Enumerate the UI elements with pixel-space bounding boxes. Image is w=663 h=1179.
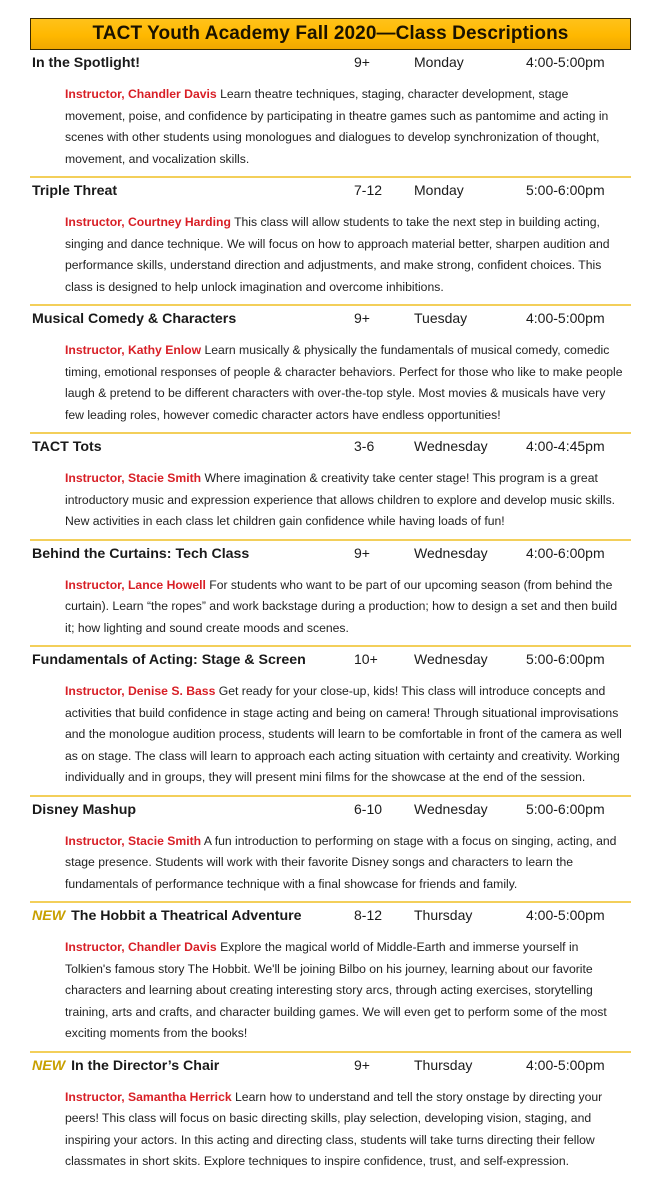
class-header xyxy=(30,647,631,676)
class-description: Where imagination & creativity take center stage! This program is a great introductory music and expression experience that allows children to explore and develop music skills. New activities in each class let children gain confidence while having loads of fun! xyxy=(65,471,616,528)
class-header xyxy=(30,903,631,932)
class-title-cell xyxy=(30,652,354,668)
class-title: Musical Comedy & Characters xyxy=(32,311,237,327)
class-age: 9+ xyxy=(354,1056,370,1073)
class-entry xyxy=(30,647,631,797)
instructor-name: Instructor, Denise S. Bass xyxy=(65,684,216,698)
class-description: Get ready for your close-up, kids! This class will introduce concepts and activities that build confidence in stage acting and being on camera! Through situational improvisations and the monologue audition process, students will learn to be comfortable in front of the camera as well as on stage. The class will learn to approach each acting situation with certainty and creativity. Working individually and in groups, they will present mini films for the showcase at the end of the session. xyxy=(65,684,622,784)
class-time: 4:00-5:00pm xyxy=(526,310,605,326)
class-description-block xyxy=(65,937,627,1045)
class-title: In the Director’s Chair xyxy=(71,1057,220,1074)
class-day: Wednesday xyxy=(414,800,488,817)
instructor-name: Instructor, Lance Howell xyxy=(65,577,206,592)
class-entry xyxy=(30,50,631,178)
instructor-name: Instructor, Kathy Enlow xyxy=(65,343,202,357)
class-time: 4:00-5:00pm xyxy=(526,1056,605,1073)
class-time: 5:00-6:00pm xyxy=(526,651,605,667)
new-badge: NEW xyxy=(32,908,66,924)
class-title-cell xyxy=(30,1058,354,1074)
class-title: The Hobbit a Theatrical Adventure xyxy=(71,908,302,924)
instructor-name: Instructor, Chandler Davis xyxy=(65,940,217,954)
class-time: 4:00-4:45pm xyxy=(526,438,605,454)
class-title-cell xyxy=(30,439,354,455)
class-age: 9+ xyxy=(354,310,370,326)
class-age: 6-10 xyxy=(354,800,383,817)
page-title: TACT Youth Academy Fall 2020—Class Descriptions xyxy=(92,23,569,44)
class-day: Thursday xyxy=(414,907,473,923)
class-description: Learn how to understand and tell the story onstage by directing your peers! This class will focus on basic directing skills, play selection, developing vision, staging, and inspiring your actors. In this acting and directing class, students will take turns directing their fellow classmates in short skits. Explore techniques to inspire confidence, trust, and self-expression. xyxy=(65,1089,603,1168)
class-entry xyxy=(30,903,631,1053)
title-banner xyxy=(30,18,631,50)
class-header xyxy=(30,797,631,826)
class-title: Disney Mashup xyxy=(32,801,137,818)
class-age: 8-12 xyxy=(354,907,383,923)
class-day: Tuesday xyxy=(414,310,468,326)
class-descriptions-page xyxy=(30,18,631,1179)
class-day: Wednesday xyxy=(414,651,488,667)
class-description: Learn musically & physically the fundamentals of musical comedy, comedic timing, emotional responses of people & character behaviors. Perfect for those who like to make people laugh & pretend to be different characters with over-the-top style. Most movies & musicals have very few leading roles, however comedic character actors have endless opportunities! xyxy=(65,343,623,422)
class-day: Thursday xyxy=(414,1056,473,1073)
class-entry xyxy=(30,434,631,541)
class-age: 7-12 xyxy=(354,182,383,198)
class-description-block xyxy=(65,84,627,170)
class-entry xyxy=(30,541,631,648)
class-age: 10+ xyxy=(354,651,378,667)
class-list xyxy=(30,50,631,1179)
class-title-cell xyxy=(30,908,354,924)
class-title: Behind the Curtains: Tech Class xyxy=(32,545,250,562)
class-header xyxy=(30,541,631,570)
class-day: Monday xyxy=(414,182,464,198)
class-entry xyxy=(30,306,631,434)
instructor-name: Instructor, Chandler Davis xyxy=(65,87,217,101)
class-header xyxy=(30,50,631,79)
class-description-block xyxy=(65,575,627,640)
class-header xyxy=(30,306,631,335)
instructor-name: Instructor, Stacie Smith xyxy=(65,833,202,848)
class-time: 4:00-5:00pm xyxy=(526,54,605,70)
class-description-block xyxy=(65,831,627,896)
class-entry xyxy=(30,178,631,306)
instructor-name: Instructor, Stacie Smith xyxy=(65,471,202,485)
class-description: A fun introduction to performing on stage with a focus on singing, acting, and stage presence. Students will work with their favorite Disney songs and characters to learn the fundamentals of performance technique with a final showcase for friends and family. xyxy=(65,833,617,891)
class-title-cell xyxy=(30,183,354,199)
class-description-block xyxy=(65,1087,627,1173)
class-time: 5:00-6:00pm xyxy=(526,800,605,817)
class-entry xyxy=(30,1053,631,1179)
class-description-block xyxy=(65,212,627,298)
class-age: 3-6 xyxy=(354,438,375,454)
class-title: Fundamentals of Acting: Stage & Screen xyxy=(32,652,306,668)
class-description: For students who want to be part of our upcoming season (from behind the curtain). Learn “the ropes” and work backstage during a production; how to design a set and then build it; how lighting and sound create moods and scenes. xyxy=(65,577,618,635)
class-title-cell xyxy=(30,546,354,562)
class-title-cell xyxy=(30,55,354,71)
class-description-block xyxy=(65,681,627,789)
class-entry xyxy=(30,797,631,904)
class-time: 4:00-5:00pm xyxy=(526,907,605,923)
class-description: Explore the magical world of Middle-Earth and immerse yourself in Tolkien's famous story The Hobbit. We'll be joining Bilbo on his journey, learning about our favorite characters and learning about creating interesting story arcs, through acting exercises, storytelling training, arts and crafts, and character building games. We will even get to perform some of the most exciting moments from the books! xyxy=(65,940,607,1040)
new-badge: NEW xyxy=(32,1057,66,1074)
class-description: This class will allow students to take the next step in building acting, singing and dance technique. We will focus on how to approach material better, sharpen audition and performance skills, understand direction and adjustments, and make strong, confident choices. This class is designed to help unlock imagination and overcome inhibitions. xyxy=(65,215,610,294)
class-title: TACT Tots xyxy=(32,439,102,455)
class-age: 9+ xyxy=(354,544,370,561)
instructor-name: Instructor, Samantha Herrick xyxy=(65,1089,232,1104)
class-header xyxy=(30,1053,631,1082)
class-age: 9+ xyxy=(354,54,370,70)
class-title-cell xyxy=(30,311,354,327)
class-day: Monday xyxy=(414,54,464,70)
class-day: Wednesday xyxy=(414,438,488,454)
class-header xyxy=(30,178,631,207)
class-description: Learn theatre techniques, staging, character development, stage movement, poise, and confidence by participating in theatre games such as pantomime and acting in scenes with other students using monologues and dialogues to develop synchronization of thought, movement, and vocalization skills. xyxy=(65,87,609,166)
class-description-block xyxy=(65,340,627,426)
class-time: 5:00-6:00pm xyxy=(526,182,605,198)
class-title: In the Spotlight! xyxy=(32,55,140,71)
class-header xyxy=(30,434,631,463)
class-time: 4:00-6:00pm xyxy=(526,544,605,561)
instructor-name: Instructor, Courtney Harding xyxy=(65,215,231,229)
class-title: Triple Threat xyxy=(32,183,118,199)
class-day: Wednesday xyxy=(414,544,488,561)
class-description-block xyxy=(65,468,627,533)
class-title-cell xyxy=(30,802,354,818)
